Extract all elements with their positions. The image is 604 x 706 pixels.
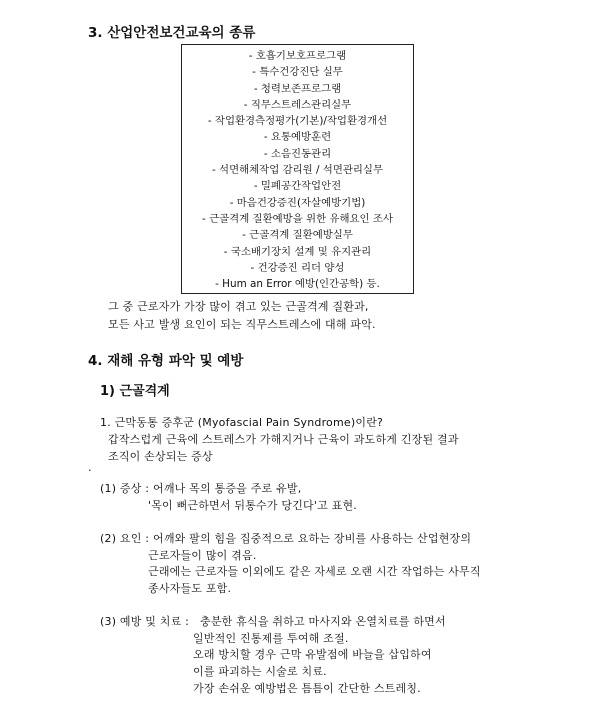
education-type-item: - 국소배기장치 설계 및 유지관리 bbox=[223, 245, 372, 258]
education-type-item: - 근골격계 질환예방을 위한 유해요인 조사 bbox=[202, 212, 393, 225]
treatment-line-3: 오래 방치할 경우 근막 유발점에 바늘을 삽입하여 bbox=[193, 648, 432, 661]
cause-line-2: 근로자들이 많이 겪음. bbox=[148, 549, 257, 562]
education-types-list bbox=[182, 45, 413, 292]
education-type-item: - 소음진동관리 bbox=[263, 147, 332, 160]
treatment-label: (3) 예방 및 치료 : bbox=[100, 615, 190, 628]
education-type-item: - 직무스트레스관리실무 bbox=[243, 98, 352, 111]
education-type-item: - 특수건강진단 실무 bbox=[252, 66, 343, 79]
definition-line-2: 갑작스럽게 근육에 스트레스가 가해지거나 근육이 과도하게 긴장된 결과 bbox=[108, 433, 459, 446]
cause-line-3: 근래에는 근로자들 이외에도 같은 자세로 오랜 시간 작업하는 사무직 bbox=[148, 565, 481, 578]
note-line-2: 모든 사고 발생 요인이 되는 직무스트레스에 대해 파악. bbox=[108, 318, 376, 331]
stray-dot: . bbox=[88, 461, 92, 474]
symptom-label: (1) 증상 : bbox=[100, 482, 150, 495]
symptom-line-1: 어깨나 목의 통증을 주로 유발, bbox=[153, 482, 302, 495]
education-type-item: - 마음건강증진(자살예방기법) bbox=[229, 196, 366, 209]
treatment-line-2: 일반적인 진통제를 투여해 조절. bbox=[193, 632, 349, 645]
education-type-item: - 근골격계 질환예방실무 bbox=[242, 229, 353, 242]
definition-line-3: 조직이 손상되는 증상 bbox=[108, 450, 213, 463]
cause-label: (2) 요인 : bbox=[100, 532, 150, 545]
section-3-title: 3. 산업안전보건교육의 종류 bbox=[88, 25, 256, 41]
education-type-item: - 요통예방훈련 bbox=[263, 131, 332, 144]
subsection-1-title: 1) 근골격계 bbox=[100, 384, 170, 399]
treatment-line-1: 충분한 휴식을 취하고 마사지와 온열치료를 하면서 bbox=[200, 615, 446, 628]
education-type-item: - 밀폐공간작업안전 bbox=[253, 180, 342, 193]
education-type-item: - 작업환경측정평가(기본)/작업환경개선 bbox=[207, 115, 388, 128]
treatment-line-5: 가장 손쉬운 예방법은 틈틈이 간단한 스트레칭. bbox=[193, 682, 421, 695]
education-type-item: - 청력보존프로그램 bbox=[253, 82, 342, 95]
education-type-item: - 석면해체작업 감리원 / 석면관리실무 bbox=[211, 164, 384, 177]
education-type-item: - 건강증진 리더 양성 bbox=[250, 261, 345, 274]
treatment-line-4: 이를 파괴하는 시술로 치료. bbox=[193, 665, 327, 678]
education-type-item: - Hum an Error 예방(인간공학) 등. bbox=[215, 278, 380, 291]
note-line-1: 그 중 근로자가 가장 많이 겪고 있는 근골격계 질환과, bbox=[108, 300, 369, 313]
cause-line-1: 어깨와 팔의 힘을 집중적으로 요하는 장비를 사용하는 산업현장의 bbox=[153, 532, 472, 545]
section-4-title: 4. 재해 유형 파악 및 예방 bbox=[88, 353, 244, 369]
education-types-box bbox=[181, 44, 414, 294]
definition-heading: 1. 근막동통 증후군 (Myofascial Pain Syndrome)이란? bbox=[100, 416, 384, 429]
education-type-item: - 호흡기보호프로그램 bbox=[248, 50, 347, 62]
cause-line-4: 종사자들도 포함. bbox=[148, 582, 232, 595]
symptom-line-2: '목이 뻐근하면서 뒤통수가 당긴다'고 표현. bbox=[148, 499, 357, 512]
